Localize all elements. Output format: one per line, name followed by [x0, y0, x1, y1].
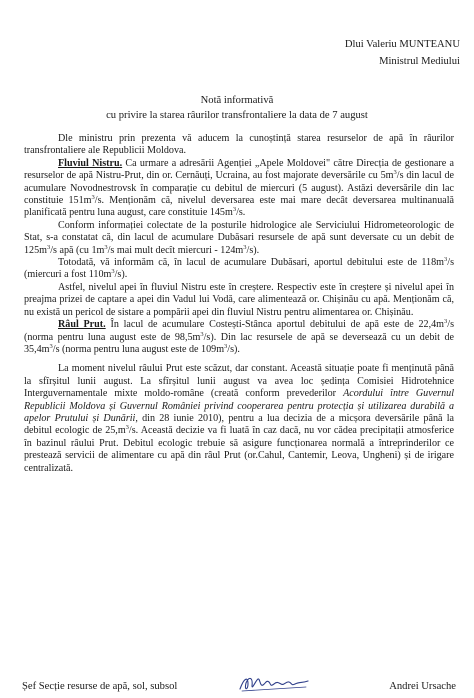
paragraph-nistru-3 — [24, 257, 454, 282]
recipient-position: Ministrul Mediului — [379, 56, 460, 67]
handwritten-signature-icon — [236, 672, 316, 694]
sender-name: Andrei Ursache — [389, 681, 456, 692]
sender-title: Șef Secție resurse de apă, sol, subsol — [22, 681, 178, 692]
paragraph-prut-1 — [24, 319, 454, 356]
section-heading-nistru: Fluviul Nistru. — [58, 157, 123, 169]
paragraph-nistru-4: Astfel, nivelul apei în fluviul Nistru este în creștere. Respectiv este în creștere și nivelul apei în preajma prizei de captare a apei din Vadul lui Vodă, care alimentează or. Chișinău cu apă. Menționăm că, nu există un pericol de sistare a pompării apei din fluviul Nistru pentru alimentarea or. Chișinău. — [24, 281, 454, 318]
paragraph-text: În lacul de acumulare Costești-Stânca aportul debitului de apă este de $22,4m^3/s$ (norma pentru luna august este de $98,5m^3/s$). Din lac resursele de apă se deversează cu un debit de $35,4m^3/s$ (norma pentru luna august este de $109m^3/s$). — [24, 318, 455, 355]
paragraph-text: Ca urmare a adresării Agenției „Apele Moldovei" către Direcția de gestionare a resurselor de apă Nistru-Prut, din or. Cernăuți, Ucraina, au fost majorate deversările cu $5m^3/s$ din lacul de acumulare Novodnestrovsk în comparație cu debitul de miercuri (5 august). Astăzi deversările din lac constituie $151m^3/s$. Menționăm că, nivelul deversarea este mai mare decât deversarea multinanuală planificată pentru luna august, care constituie $145m^3/s$. — [24, 157, 455, 219]
paragraph-nistru-2 — [24, 220, 454, 257]
paragraph-text: La moment nivelul râului Prut este scăzut, dar constant. Această situație poate fi menținută până la sfîrșitul lunii august. La sfîrșitul lunii august va avea loc ședința Comisiei Hidrotehnice Interguvernamentale mixte moldo-române (creată conform prevederilor Acordului între Guvernul Republicii Moldova și Guvernul României privind cooperarea pentru protecția și utilizarea durabilă a apelor Prutului și Dunării, din 28 iunie 2010), pentru a lua decizia de a micșora deversările până la debitul ecologic de $25,m^3/s$. Această decizie va fi luată în caz dacă, nu vor cădea precipitații atmosferice în bazinul râului Prut. Debitul ecologic trebuie să asigure funcționarea normală a întreprinderilor ce prestează servicii de alimentare cu apă din râul Prut (or.Cahul, Cantemir, Leova, Ungheni) și de irigare centralizată. — [24, 363, 455, 474]
paragraph-intro: Dle ministru prin prezenta vă aducem la cunoștință starea resurselor de apă în râurilor transfrontaliere ale Republicii Moldova. — [24, 133, 454, 157]
section-heading-prut: Râul Prut. — [58, 319, 106, 331]
paragraph-text: Totodată, vă informăm că, în lacul de acumulare Dubăsari, aportul debitului este de $118m^3/s$ (miercuri a fost $110m^3/s$). — [24, 256, 454, 281]
paragraph-text: Conform informației colectate de la posturile hidrologice ale Serviciului Hidrometeorologic de Stat, s-a constatat că, din lacul de acumulare Dubăsari resursele de apă sunt deversate cu un debit de $125m^3/s$ apă (cu $1m^3/s$ mai mult decît miercuri - $124m^3/s$). — [24, 219, 454, 256]
paragraph-prut-2 — [24, 363, 454, 475]
document-body — [24, 133, 454, 475]
document-subtitle: cu privire la starea râurilor transfrontaliere la data de 7 august — [106, 110, 368, 121]
paragraph-nistru-1 — [24, 158, 454, 220]
recipient-name: Dlui Valeriu MUNTEANU — [344, 39, 460, 50]
document-title: Notă informativă — [200, 95, 274, 106]
